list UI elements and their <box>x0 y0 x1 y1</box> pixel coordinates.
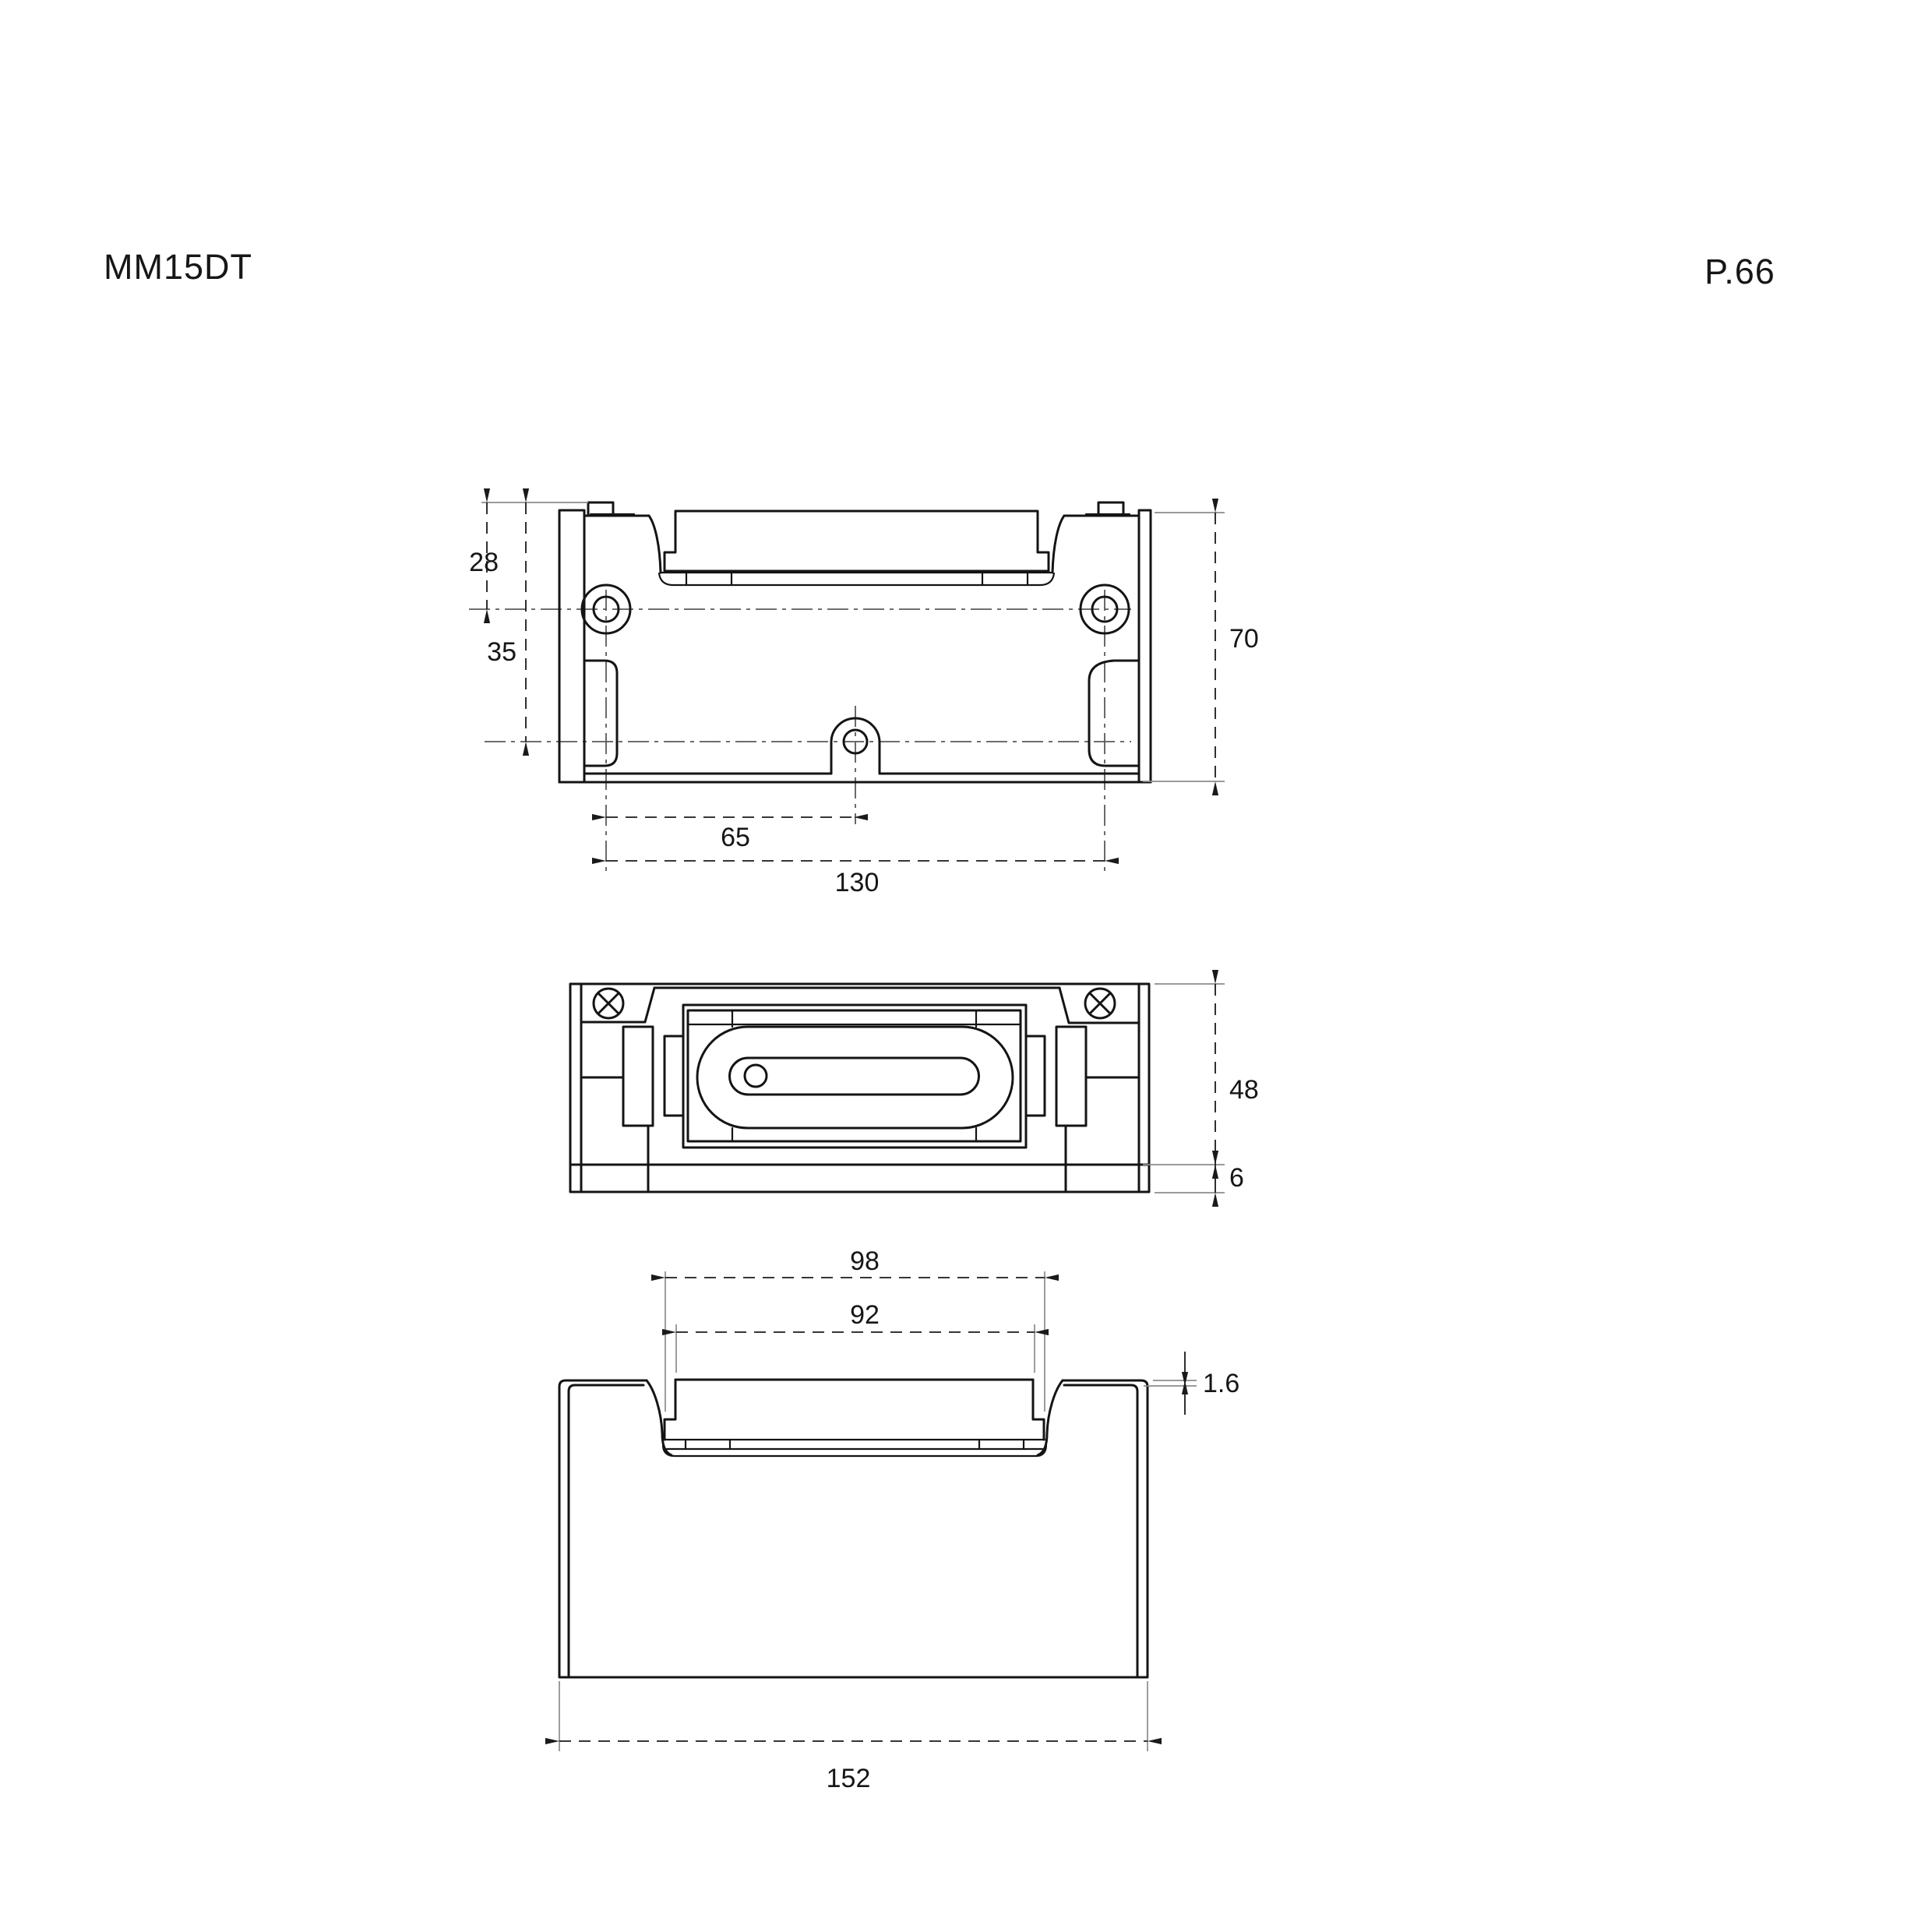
slot-pin-hole <box>745 1065 767 1087</box>
dim-label-6: 6 <box>1229 1163 1244 1193</box>
page-reference: P.66 <box>1705 252 1775 291</box>
dim-label-65: 65 <box>721 823 750 852</box>
bottom-view-body <box>559 1380 1148 1677</box>
part-number-title: MM15DT <box>104 247 253 287</box>
cavity-lip <box>659 573 1054 585</box>
bottom-view-outline <box>559 1380 1148 1677</box>
dim-label-92: 92 <box>850 1300 880 1330</box>
front-keeper-assembly <box>623 1005 1086 1148</box>
left-spacer-block <box>665 1036 683 1116</box>
right-cutout <box>1089 661 1139 766</box>
dim-label-152: 152 <box>826 1764 871 1793</box>
cavity-left-wall <box>649 516 661 573</box>
top-view-centerlines <box>469 590 1131 871</box>
left-hinge-block <box>623 1027 653 1126</box>
right-spacer-block <box>1026 1036 1045 1116</box>
keeper-frame-inner <box>688 1010 1021 1141</box>
tongue-plate <box>663 1380 1046 1456</box>
dim-label-98: 98 <box>850 1246 880 1276</box>
faceplate-screws <box>594 989 1115 1018</box>
bottom-view <box>559 1246 1239 1793</box>
dim-label-35: 35 <box>487 637 516 667</box>
right-hinge-block <box>1056 1027 1086 1126</box>
dim-label-130: 130 <box>834 868 880 897</box>
faceplate-outline <box>570 984 1149 1192</box>
top-view-dimensions <box>469 502 1259 897</box>
left-cutout <box>584 661 617 766</box>
dim-label-70: 70 <box>1229 624 1259 654</box>
dim-label-48: 48 <box>1229 1075 1259 1105</box>
front-view <box>570 984 1259 1193</box>
dim-label-28: 28 <box>469 548 499 577</box>
front-view-dimensions <box>1143 984 1259 1193</box>
side-cutouts <box>584 661 1139 766</box>
dim-label-1-6: 1.6 <box>1203 1369 1240 1398</box>
keeper-cavity <box>649 511 1064 585</box>
front-view-body <box>570 984 1149 1192</box>
top-screw-tabs <box>588 502 1130 516</box>
top-view <box>469 502 1259 897</box>
cavity-right-wall <box>1052 516 1064 573</box>
keeper-block <box>665 511 1049 571</box>
recess-left-wall <box>647 1380 672 1455</box>
recess-right-wall <box>1038 1380 1063 1455</box>
right-flange-strip <box>1139 510 1151 782</box>
tongue-plate-lip <box>663 1446 1046 1456</box>
